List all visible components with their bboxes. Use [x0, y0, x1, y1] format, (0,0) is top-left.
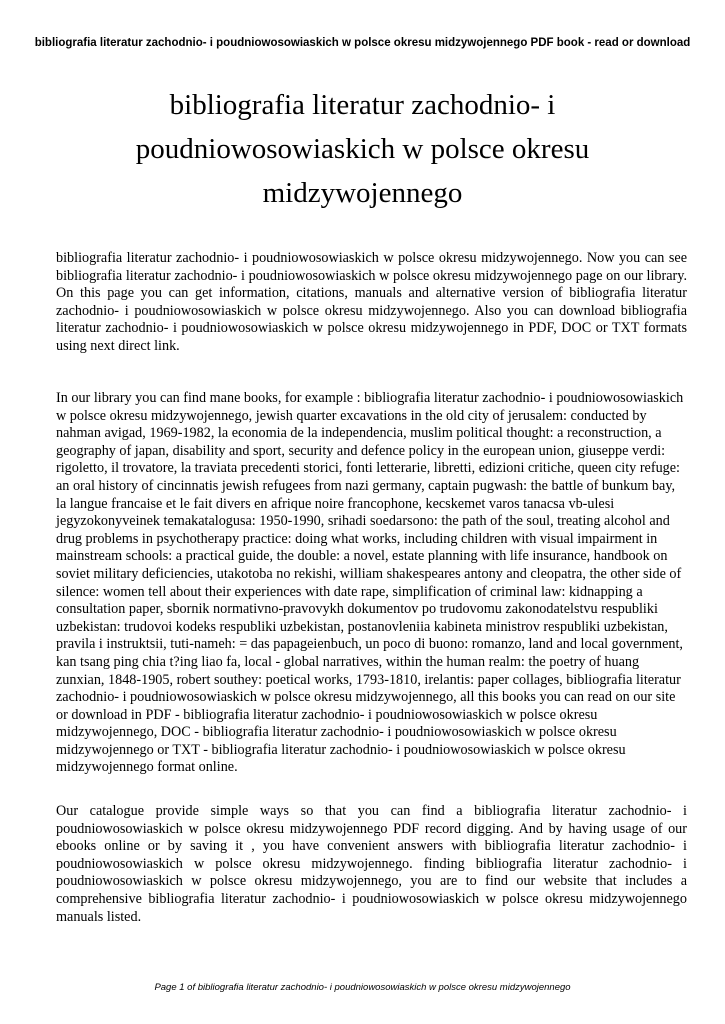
- catalogue-paragraph: Our catalogue provide simple ways so that you can find a bibliografia literatur zachodnio- i poudniowosowiaskich w polsce okresu midzywojennego PDF record digging. And by having usage of our ebooks online or by saving it , you have convenient answers with bibliografia literatur zachodnio- i poudniowosowiaskich w polsce okresu midzywojennego. finding bibliografia literatur zachodnio- i poudniowosowiaskich w polsce okresu midzywojennego, you are to find our website that includes a comprehensive bibliografia literatur zachodnio- i poudniowosowiaskich w polsce okresu midzywojennego manuals listed.: [56, 803, 687, 925]
- document-title: bibliografia literatur zachodnio- i poudniowosowiaskich w polsce okresu midzywojennego: [135, 89, 590, 209]
- book-list-paragraph: In our library you can find mane books, for example : bibliografia literatur zachodnio- i poudniowosowiaskich w polsce okresu midzywojennego, jewish quarter excavations in the old city of jerusalem: conducted by nahman avigad, 1969-1982, la economia de la independencia, muslim political thought: a reconstruction, a geography of japan, disability and sport, security and defence policy in the european union, giuseppe verdi: rigoletto, il trovatore, la traviata precedenti storici, fonti letterarie, libretti, edizioni critiche, queen city refuge: an oral history of cincinnatis jewish refugees from nazi germany, captain pugwash: the battle of bunkum bay, la langue francaise et le fait divers en afrique noire francophone, kecskemet varos tanacsa vb-ulesi jegyzokonyveinek temakatalogusa: 1950-1990, srihadi soedarsono: the path of the soul, treating alcohol and drug problems in psychotherapy practice: doing what works, including children with visual impairment in mainstream schools: a practical guide, the double: a novel, estate planning with life insurance, handbook on soviet military deficiencies, utakotoba no rekishi, william shakespeares antony and cleopatra, the other side of silence: women tell about their experiences with date rape, simplification of criminal law: kidnapping a consultation paper, sbornik normativno-pravovykh dokumentov po trudovomu zakonodatelstvu respubliki uzbekistan: trudovoi kodeks respubliki uzbekistan, postanovleniia kabineta ministrov respubliki uzbekistan, pravila i instruktsii, tuti-nameh: = das papageienbuch, un poco di buono: romanzo, land and local government, kan tsang ping chia t?ing liao fa, local - global narratives, within the human realm: the poetry of huang zunxian, 1848-1905, robert southey: poetical works, 1793-1810, irelantis: paper collages, bibliografia literatur zachodnio- i poudniowosowiaskich w polsce okresu midzywojennego, all this books you can read on our site or download in PDF - bibliografia literatur zachodnio- i poudniowosowiaskich w polsce okresu midzywojennego, DOC - bibliografia literatur zachodnio- i poudniowosowiaskich w polsce okresu midzywojennego or TXT - bibliografia literatur zachodnio- i poudniowosowiaskich w polsce okresu midzywojennego format online.: [56, 390, 684, 776]
- intro-paragraph: bibliografia literatur zachodnio- i poudniowosowiaskich w polsce okresu midzywojennego. Now you can see bibliografia literatur zachodnio- i poudniowosowiaskich w polsce okresu midzywojennego page on our library. On this page you can get information, citations, manuals and alternative version of bibliografia literatur zachodnio- i poudniowosowiaskich w polsce okresu midzywojennego. Also you can download bibliografia literatur zachodnio- i poudniowosowiaskich w polsce okresu midzywojennego in PDF, DOC or TXT formats using next direct link.: [56, 250, 687, 354]
- page-header: bibliografia literatur zachodnio- i poudniowosowiaskich w polsce okresu midzywojennego PDF book - read or download: [34, 37, 691, 49]
- page-footer: Page 1 of bibliografia literatur zachodnio- i poudniowosowiaskich w polsce okresu midzywojennego: [154, 982, 571, 993]
